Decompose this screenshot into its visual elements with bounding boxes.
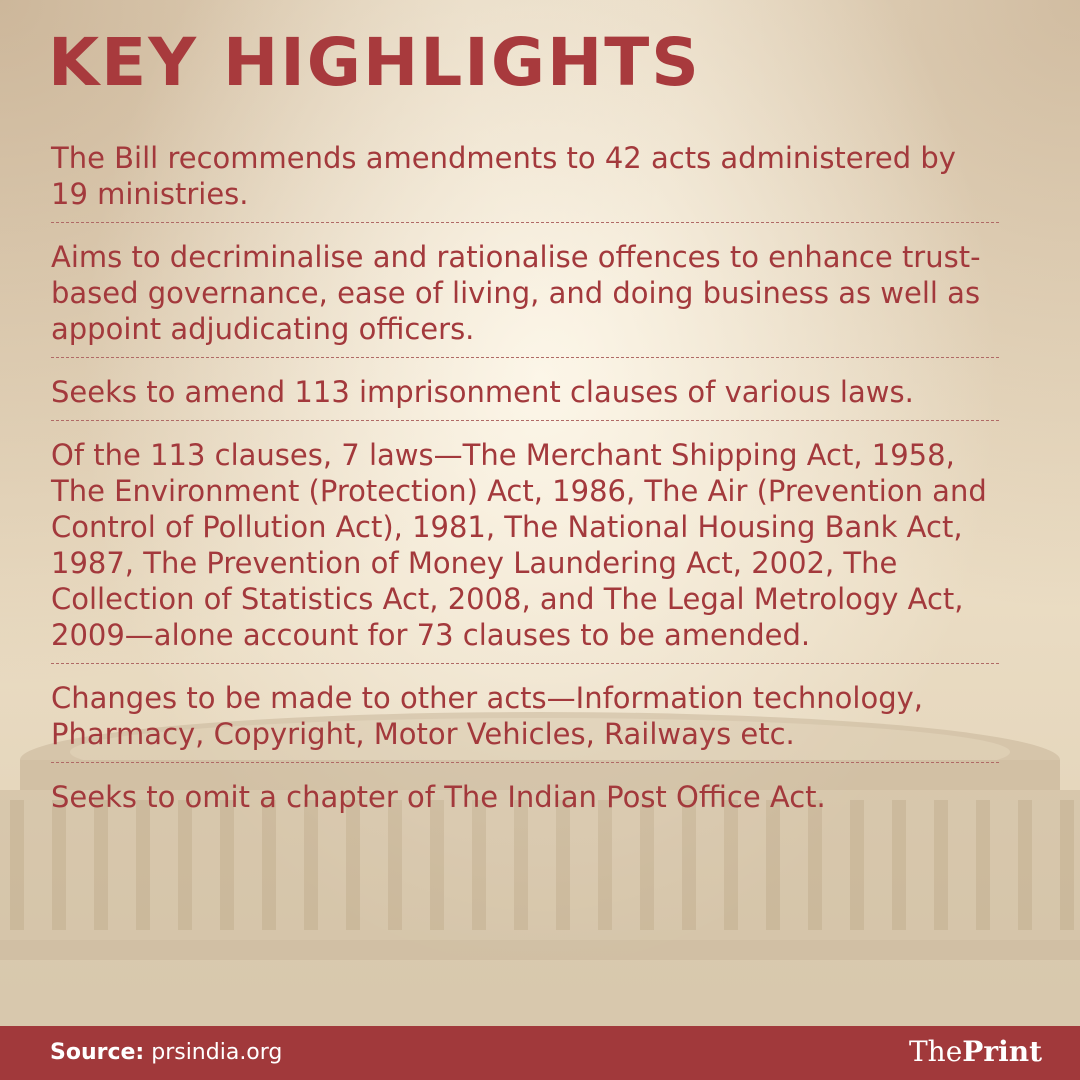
- highlights-list: [51, 140, 999, 825]
- page-title: KEY HIGHLIGHTS: [48, 24, 701, 101]
- highlight-item: Of the 113 clauses, 7 laws—The Merchant Shipping Act, 1958, The Environment (Protection) Act, 1986, The Air (Prevention and Control of Pollution Act), 1981, The National Housing Bank Act, 1987, The Prevention of Money Laundering Act, 2002, The Collection of Statistics Act, 2008, and The Legal Metrology Act, 2009—alone account for 73 clauses to be amended.: [51, 420, 999, 663]
- source-credit: [50, 1040, 282, 1066]
- footer-bar: [0, 1026, 1080, 1080]
- highlight-item: Changes to be made to other acts—Information technology, Pharmacy, Copyright, Motor Vehicles, Railways etc.: [51, 663, 999, 762]
- brand-logo: [909, 1036, 1042, 1068]
- highlight-item: Seeks to omit a chapter of The Indian Post Office Act.: [51, 762, 999, 825]
- highlight-item: The Bill recommends amendments to 42 acts administered by 19 ministries.: [51, 141, 956, 211]
- source-value: prsindia.org: [144, 1040, 283, 1065]
- brand-logo-part-2: Print: [962, 1035, 1042, 1068]
- brand-logo-part-1: The: [908, 1035, 963, 1068]
- source-label: Source:: [50, 1040, 145, 1065]
- highlight-item: Aims to decriminalise and rationalise offences to enhance trust-based governance, ease of living, and doing business as well as appoint adjudicating officers.: [51, 222, 999, 357]
- highlight-item: Seeks to amend 113 imprisonment clauses of various laws.: [51, 357, 999, 420]
